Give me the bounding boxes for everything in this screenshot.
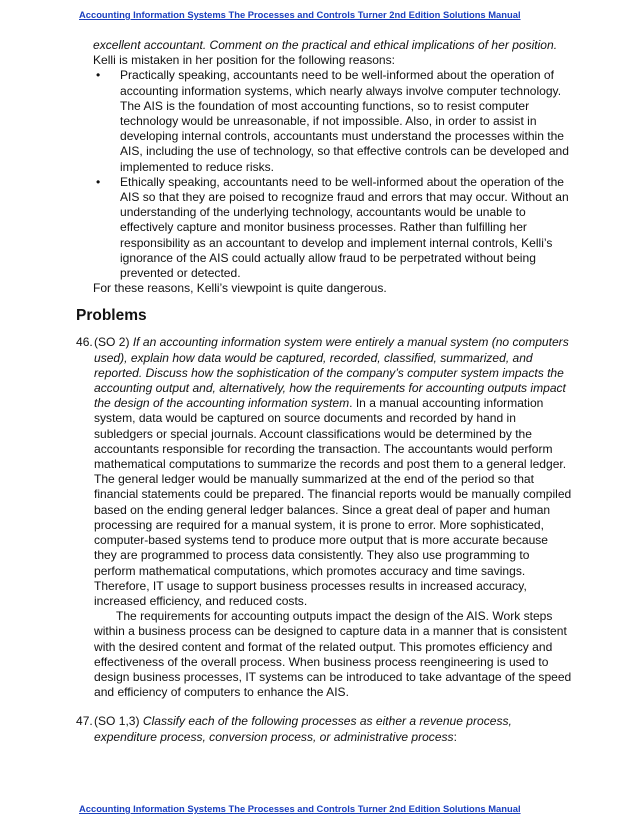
list-item bbox=[76, 68, 572, 174]
intro-answer-text: Kelli is mistaken in her position for the following reasons: bbox=[93, 53, 395, 68]
problem-body bbox=[94, 714, 572, 744]
closing-sentence: For these reasons, Kelli’s viewpoint is quite dangerous. bbox=[93, 281, 387, 296]
page-content bbox=[76, 38, 572, 745]
problem-number: 46. bbox=[76, 335, 93, 350]
problem-item bbox=[76, 714, 572, 744]
problem-item bbox=[76, 335, 572, 700]
problem-number: 47. bbox=[76, 714, 93, 729]
footer-title-link[interactable]: Accounting Information Systems The Processes and Controls Turner 2nd Edition Solutions Manual bbox=[79, 803, 521, 814]
study-objective: (SO 2) bbox=[94, 335, 133, 350]
intro-paragraph bbox=[76, 38, 572, 68]
problem-question: If an accounting information system were entirely a manual system (no computers used), explain how data would be captured, recorded, classified, summarized, and reported. Discuss how the sophistication of the company’s computer system impacts the accounting output and, alternatively, how the requirements for accounting outputs impact the design of the accounting information system bbox=[94, 335, 569, 411]
list-item-text: Ethically speaking, accountants need to be well-informed about the operation of the AIS so that they are poised to recognize fraud and errors that may occur. Without an understanding of the underlying technology, accountants would be unable to effectively capture and monitor business processes. Rather than fulfilling her responsibility as an accountant to develop and implement internal controls, Kelli’s ignorance of the AIS could actually allow fraud to be perpetrated without being prevented or detected. bbox=[120, 174, 569, 281]
reasons-list bbox=[76, 68, 572, 281]
list-item-text: Practically speaking, accountants need to be well-informed about the operation of accounting information systems, which nearly always involve computer technology. The AIS is the foundation of most accounting functions, so to resist computer technology would be unreasonable, if not impossible. Also, in order to assist in developing internal controls, accountants must understand the processes within the AIS, including the use of technology, so that effective controls can be developed and implemented to reduce risks. bbox=[120, 68, 569, 174]
problem-body bbox=[94, 335, 572, 609]
problem-answer-continued: The requirements for accounting outputs impact the design of the AIS. Work steps within a business process can be designed to capture data in a manner that is consistent with the desired content and format of the related output. This promotes efficiency and effectiveness of the overall process. When business process reengineering is used to design business processes, IT systems can be introduced to take advantage of the speed and efficiency of computers to enhance the AIS. bbox=[94, 609, 572, 700]
study-objective: (SO 1,3) bbox=[94, 714, 143, 729]
list-item bbox=[76, 175, 572, 281]
bullet-icon: • bbox=[96, 68, 101, 83]
bullet-icon: • bbox=[96, 174, 101, 189]
header-title-link[interactable]: Accounting Information Systems The Processes and Controls Turner 2nd Edition Solutions Manual bbox=[79, 9, 521, 20]
section-heading: Problems bbox=[76, 307, 147, 325]
problem-answer: . In a manual accounting information system, data would be captured on source documents and recorded by hand in subledgers or special journals. Account classifications would be determined by the accountants responsible for recording the transaction. The accountants would perform mathematical computations to summarize the records and post them to a general ledger. The general ledger would be manually summarized at the end of the period so that financial statements could be prepared. The financial reports would be manually compiled based on the ending general ledger balances. Since a great deal of paper and human processing are required for a manual system, it is prone to error. More sophisticated, computer-based systems tend to produce more output that is more accurate because they are programmed to process data consistently. They also use programming to perform mathematical computations, which promotes accuracy and time savings. Therefore, IT usage to support business processes results in increased accuracy, increased efficiency, and reduced costs. bbox=[94, 396, 572, 608]
intro-question-text: excellent accountant. Comment on the practical and ethical implications of her position. bbox=[93, 38, 558, 52]
problem-question: Classify each of the following processes as either a revenue process, expenditure process, conversion process, or administrative process bbox=[94, 714, 512, 744]
spacer bbox=[76, 700, 572, 714]
problem-answer: : bbox=[453, 729, 457, 744]
